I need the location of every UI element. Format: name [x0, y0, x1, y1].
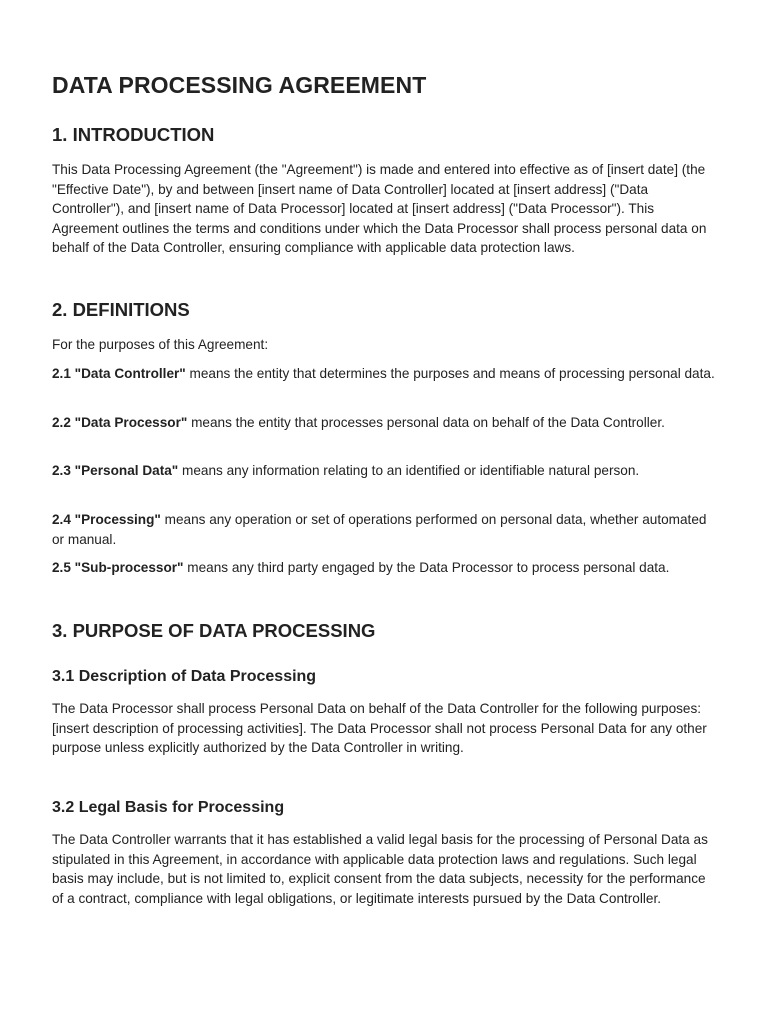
- definition-text: means any operation or set of operations performed on personal data, whether automated or manual.: [52, 512, 707, 547]
- section-heading-definitions: 2. DEFINITIONS: [52, 299, 190, 320]
- document-title: DATA PROCESSING AGREEMENT: [52, 72, 427, 98]
- definition-item: [52, 510, 720, 549]
- definition-term: 2.3 "Personal Data": [52, 463, 179, 478]
- definition-text: means any information relating to an identified or identifiable natural person.: [178, 463, 640, 478]
- definition-item: [52, 558, 720, 578]
- definition-item: [52, 364, 720, 384]
- subsection-heading-legal-basis: 3.2 Legal Basis for Processing: [52, 799, 285, 816]
- definition-term: 2.1 "Data Controller": [52, 366, 186, 381]
- subsection-heading-description: 3.1 Description of Data Processing: [52, 668, 317, 685]
- definition-item: [52, 461, 720, 481]
- section-heading-introduction: 1. INTRODUCTION: [52, 124, 215, 145]
- definition-term: 2.2 "Data Processor": [52, 415, 188, 430]
- legal-basis-paragraph: The Data Controller warrants that it has established a valid legal basis for the processing of Personal Data as stipulated in this Agreement, in accordance with applicable data protection laws and regulations. Such legal basis may include, but is not limited to, explicit consent from the data subjects, necessity for the performance of a contract, compliance with legal obligations, or legitimate interests pursued by the Data Controller.: [52, 832, 708, 906]
- definition-text: means the entity that determines the purposes and means of processing personal data.: [185, 366, 715, 381]
- definition-term: 2.5 "Sub-processor": [52, 560, 184, 575]
- section-heading-purpose: 3. PURPOSE OF DATA PROCESSING: [52, 620, 376, 641]
- definition-item: [52, 413, 720, 433]
- description-paragraph: The Data Processor shall process Personal Data on behalf of the Data Controller for the following purposes: [insert description of processing activities]. The Data Processor shall not process Personal Data for any other purpose unless explicitly authorized by the Data Controller in writing.: [52, 701, 707, 756]
- introduction-paragraph: This Data Processing Agreement (the "Agreement") is made and entered into effective as of [insert date] (the "Effective Date"), by and between [insert name of Data Controller] located at [insert address] ("Data Controller"), and [insert name of Data Processor] located at [insert address] ("Data Processor"). This Agreement outlines the terms and conditions under which the Data Processor shall process personal data on behalf of the Data Controller, ensuring compliance with applicable data protection laws.: [52, 162, 707, 256]
- definition-text: means the entity that processes personal data on behalf of the Data Controller.: [187, 415, 665, 430]
- definition-text: means any third party engaged by the Data Processor to process personal data.: [183, 560, 670, 575]
- definitions-intro: For the purposes of this Agreement:: [52, 337, 269, 352]
- definition-term: 2.4 "Processing": [52, 512, 161, 527]
